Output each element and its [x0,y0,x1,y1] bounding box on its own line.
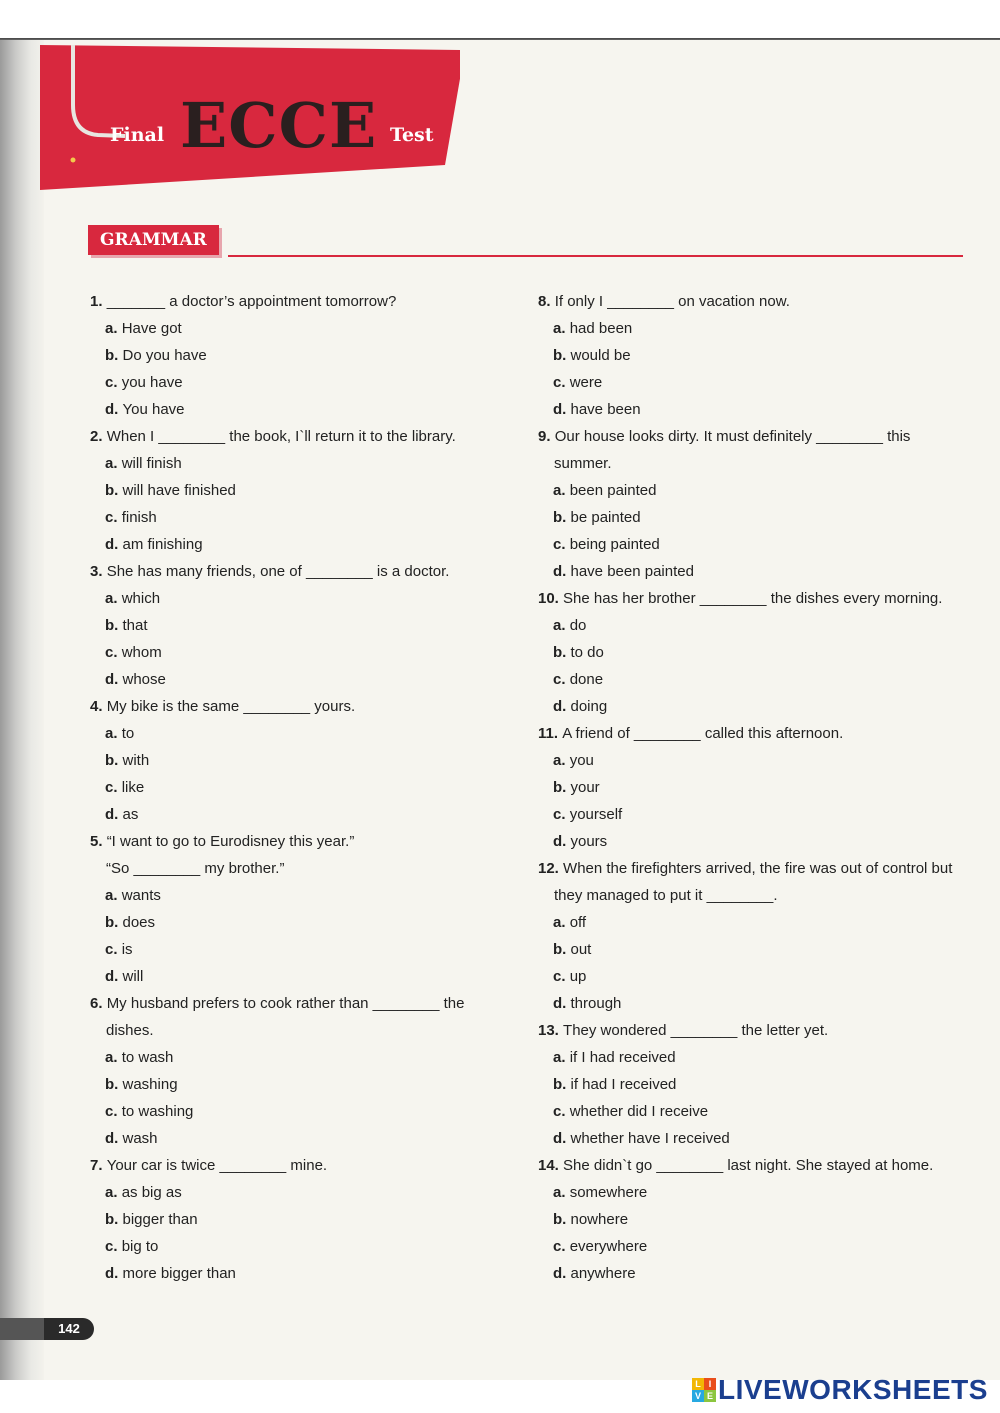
section-divider [228,255,963,257]
option-text: will [122,968,144,985]
question-stem: If only I ________ on vacation now. [554,293,790,310]
option-letter: a. [105,590,122,607]
question [90,558,510,693]
option-text: would be [570,347,631,364]
option-letter: d. [553,698,571,715]
option-letter: b. [105,617,123,634]
answer-option[interactable] [538,693,978,720]
option-letter: a. [105,320,122,337]
option-letter: c. [553,1103,570,1120]
option-text: yours [570,833,608,850]
answer-option[interactable] [538,1098,978,1125]
question [538,1017,978,1152]
option-letter: c. [553,671,570,688]
answer-option[interactable] [90,909,510,936]
question-number: 9. [538,428,555,445]
option-text: were [569,374,603,391]
title-test: Test [390,124,434,146]
question-stem: When I ________ the book, I`ll return it to the library. [106,428,456,445]
question-stem: She has her brother ________ the dishes every morning. [563,590,943,607]
option-text: nowhere [570,1211,629,1228]
page-number: 142 [44,1318,94,1340]
answer-option[interactable] [90,1125,510,1152]
option-text: that [122,617,148,634]
answer-option[interactable] [90,936,510,963]
option-text: anywhere [570,1265,636,1282]
question-stem: She has many friends, one of ________ is a doctor. [106,563,450,580]
option-letter: a. [553,914,570,931]
option-letter: a. [553,1049,570,1066]
answer-option[interactable] [90,963,510,990]
answer-option[interactable] [90,1206,510,1233]
option-letter: c. [105,941,122,958]
question-text [538,1017,978,1044]
option-text: will finish [121,455,182,472]
logo-tile: E [704,1390,716,1402]
option-letter: d. [105,671,123,688]
question-stem: My bike is the same ________ yours. [106,698,356,715]
option-text: wash [122,1130,158,1147]
option-text: off [569,914,587,931]
question [90,288,510,423]
question-number: 8. [538,293,555,310]
question-stem: _______ a doctor’s appointment tomorrow? [106,293,397,310]
option-letter: d. [553,563,571,580]
option-text: whether did I receive [569,1103,709,1120]
option-text: out [570,941,592,958]
option-text: be painted [570,509,641,526]
question-number: 13. [538,1022,564,1039]
option-text: as big as [121,1184,182,1201]
page-number-tab [0,1318,44,1340]
option-letter: b. [553,509,571,526]
question-text [538,288,978,315]
answer-option[interactable] [538,1071,978,1098]
section-title: GRAMMAR [88,225,219,255]
option-letter: b. [105,482,123,499]
question-text [90,423,510,450]
title-final: Final [110,124,165,146]
option-text: somewhere [569,1184,648,1201]
answer-option[interactable] [90,801,510,828]
answer-option[interactable] [90,531,510,558]
question [538,855,978,1017]
option-text: washing [122,1076,178,1093]
option-text: finish [121,509,157,526]
question-text [90,990,510,1017]
question-text [90,693,510,720]
option-text: everywhere [569,1238,648,1255]
answer-option[interactable] [538,396,978,423]
title-banner [40,45,460,190]
answer-option[interactable] [90,639,510,666]
answer-option[interactable] [538,612,978,639]
option-text: have been [570,401,641,418]
question [538,288,978,423]
answer-option[interactable] [90,342,510,369]
question-text [90,828,510,855]
option-text: up [569,968,587,985]
option-letter: a. [553,617,570,634]
answer-option[interactable] [538,504,978,531]
liveworksheets-logo-icon [692,1378,716,1402]
brand-footer[interactable] [692,1375,988,1405]
answer-option[interactable] [538,369,978,396]
option-letter: b. [105,1211,123,1228]
question-continuation: they managed to put it ________. [554,887,778,904]
answer-option[interactable] [90,612,510,639]
option-text: which [121,590,161,607]
answer-option[interactable] [90,369,510,396]
option-letter: d. [553,1265,571,1282]
answer-option[interactable] [90,1233,510,1260]
answer-option[interactable] [90,1260,510,1287]
question-number: 4. [90,698,107,715]
answer-option[interactable] [90,450,510,477]
answer-option[interactable] [538,1233,978,1260]
option-letter: c. [553,1238,570,1255]
answer-option[interactable] [538,315,978,342]
answer-option[interactable] [90,666,510,693]
answer-option[interactable] [90,774,510,801]
option-letter: a. [105,1049,122,1066]
option-text: yourself [569,806,623,823]
option-text: bigger than [122,1211,198,1228]
question-text [538,1152,978,1179]
option-letter: d. [553,1130,571,1147]
answer-option[interactable] [538,558,978,585]
option-letter: c. [553,968,570,985]
answer-option[interactable] [90,720,510,747]
answer-option[interactable] [538,531,978,558]
answer-option[interactable] [538,1260,978,1287]
logo-tile: V [692,1390,704,1402]
question-stem: “I want to go to Eurodisney this year.” [106,833,355,850]
option-text: your [570,779,600,796]
option-text: will have finished [122,482,236,499]
option-letter: b. [105,347,123,364]
brand-name: LIVEWORKSHEETS [718,1374,988,1405]
option-text: Have got [121,320,182,337]
answer-option[interactable] [538,990,978,1017]
questions-right-column [538,288,978,1287]
option-letter: d. [105,806,123,823]
book-spine-shadow [0,40,44,1380]
option-letter: b. [105,914,123,931]
answer-option[interactable] [90,1071,510,1098]
option-letter: a. [553,482,570,499]
answer-option[interactable] [538,774,978,801]
question-continuation: dishes. [106,1022,154,1039]
question-number: 6. [90,995,107,1012]
question [538,1152,978,1287]
answer-option[interactable] [538,963,978,990]
answer-option[interactable] [538,1044,978,1071]
option-text: whether have I received [570,1130,730,1147]
answer-option[interactable] [90,396,510,423]
option-text: if I had received [569,1049,676,1066]
answer-option[interactable] [538,909,978,936]
question-text [538,720,978,747]
answer-option[interactable] [90,747,510,774]
question-text [538,585,978,612]
option-text: do [569,617,587,634]
answer-option[interactable] [538,747,978,774]
option-text: whom [121,644,162,661]
answer-option[interactable] [90,1098,510,1125]
option-letter: c. [553,806,570,823]
question-stem: They wondered ________ the letter yet. [563,1022,829,1039]
option-text: you have [121,374,183,391]
option-letter: b. [553,941,571,958]
option-letter: c. [105,1238,122,1255]
question-text [90,558,510,585]
question-text [538,855,978,882]
option-letter: d. [105,1130,123,1147]
option-letter: b. [553,1076,571,1093]
question-text [90,288,510,315]
answer-option[interactable] [90,882,510,909]
option-text: as [122,806,139,823]
question [90,1152,510,1287]
question-number: 1. [90,293,107,310]
option-text: whose [122,671,166,688]
option-letter: d. [105,536,123,553]
question-number: 5. [90,833,107,850]
option-letter: a. [553,320,570,337]
option-text: done [569,671,604,688]
question [90,990,510,1152]
option-letter: c. [105,644,122,661]
questions-left-column [90,288,510,1287]
option-text: am finishing [122,536,203,553]
option-letter: b. [553,347,571,364]
option-letter: b. [553,1211,571,1228]
answer-option[interactable] [90,504,510,531]
answer-option[interactable] [90,585,510,612]
logo-tile: I [704,1378,716,1390]
option-letter: b. [105,752,123,769]
answer-option[interactable] [538,936,978,963]
question-stem: When the firefighters arrived, the fire was out of control but [563,860,953,877]
option-letter: c. [553,374,570,391]
option-letter: a. [553,1184,570,1201]
answer-option[interactable] [538,828,978,855]
answer-option[interactable] [538,1125,978,1152]
option-text: been painted [569,482,657,499]
question-number: 2. [90,428,107,445]
question-number: 7. [90,1157,107,1174]
option-text: with [122,752,150,769]
answer-option[interactable] [538,639,978,666]
option-letter: a. [553,752,570,769]
answer-option[interactable] [538,342,978,369]
option-letter: b. [553,779,571,796]
question-number: 11. [538,725,563,742]
option-text: does [122,914,156,931]
answer-option[interactable] [538,666,978,693]
option-text: to do [570,644,604,661]
question [90,423,510,558]
option-text: wants [121,887,161,904]
option-letter: c. [105,1103,122,1120]
option-letter: c. [105,374,122,391]
question-stem: A friend of ________ called this afternoon. [562,725,844,742]
question-continuation: “So ________ my brother.” [106,860,285,877]
logo-tile: L [692,1378,704,1390]
option-letter: a. [105,1184,122,1201]
option-text: to [121,725,135,742]
answer-option[interactable] [90,477,510,504]
answer-option[interactable] [538,801,978,828]
question-number: 12. [538,860,564,877]
question-number: 3. [90,563,107,580]
question [90,693,510,828]
dot-icon [71,158,76,163]
question [538,720,978,855]
option-text: to wash [121,1049,174,1066]
question-stem: My husband prefers to cook rather than ________ the [106,995,465,1012]
option-text: like [121,779,145,796]
option-text: doing [570,698,608,715]
option-text: Do you have [122,347,207,364]
option-letter: a. [105,455,122,472]
option-text: You have [122,401,185,418]
question-stem: Your car is twice ________ mine. [106,1157,328,1174]
question [90,828,510,990]
question [538,585,978,720]
title-ecce: ECCE [180,89,378,162]
option-letter: d. [553,401,571,418]
option-letter: d. [553,995,571,1012]
option-letter: c. [105,779,122,796]
option-letter: c. [553,536,570,553]
option-letter: d. [105,968,123,985]
option-letter: a. [105,725,122,742]
answer-option[interactable] [538,1179,978,1206]
option-letter: d. [105,401,123,418]
question-continuation: summer. [554,455,612,472]
section-header [88,225,963,259]
question-text [538,423,978,450]
question-number: 10. [538,590,564,607]
answer-option[interactable] [90,1044,510,1071]
question-number: 14. [538,1157,564,1174]
option-text: if had I received [570,1076,677,1093]
question-stem: Our house looks dirty. It must definitely ________ this [554,428,911,445]
option-text: being painted [569,536,660,553]
option-text: to washing [121,1103,194,1120]
option-letter: b. [105,1076,123,1093]
option-letter: c. [105,509,122,526]
option-letter: b. [553,644,571,661]
option-text: have been painted [570,563,694,580]
option-text: you [569,752,594,769]
option-text: had been [569,320,633,337]
question-text [90,1152,510,1179]
answer-option[interactable] [538,477,978,504]
option-text: is [121,941,133,958]
question-stem: She didn`t go ________ last night. She stayed at home. [563,1157,934,1174]
answer-option[interactable] [90,1179,510,1206]
answer-option[interactable] [538,1206,978,1233]
answer-option[interactable] [90,315,510,342]
option-letter: a. [105,887,122,904]
question [538,423,978,585]
option-text: through [570,995,622,1012]
option-text: more bigger than [122,1265,236,1282]
option-letter: d. [105,1265,123,1282]
option-text: big to [121,1238,159,1255]
option-letter: d. [553,833,571,850]
